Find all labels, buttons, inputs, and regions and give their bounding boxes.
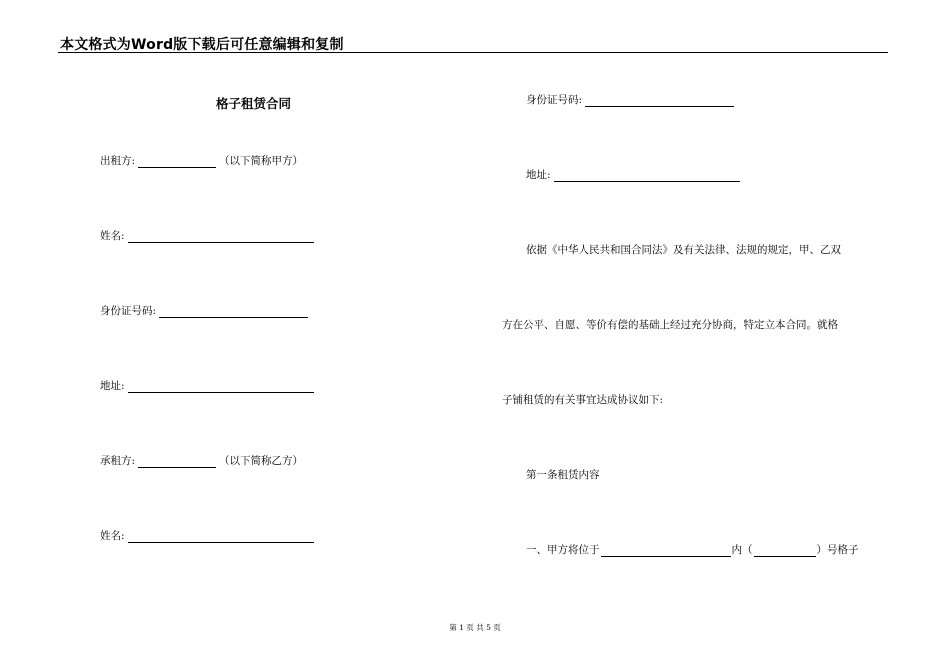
header-divider (58, 52, 888, 53)
lessee-label: 承租方: (100, 455, 136, 467)
lessor-address-line (100, 378, 317, 393)
preamble-line-1: 依据《中华人民共和国合同法》及有关法律、法规的规定，甲、乙双 (526, 244, 841, 256)
lessor-id-line (100, 303, 311, 318)
lessee-name-line (100, 528, 317, 543)
preamble-line-2: 方在公平、自愿、等价有偿的基础上经过充分协商，特定立本合同。就格 (502, 319, 838, 331)
page-number: 第 1 页 共 5 页 (449, 623, 501, 632)
id-label: 身份证号码: (526, 94, 583, 106)
lessee-address-blank[interactable] (554, 170, 740, 182)
lessor-id-blank[interactable] (159, 306, 308, 318)
lessee-address-line (526, 167, 743, 182)
document-title: 格子租赁合同 (216, 96, 292, 111)
lessor-address-blank[interactable] (128, 381, 314, 393)
lessee-id-blank[interactable] (585, 95, 734, 107)
lessee-name-blank[interactable] (128, 531, 314, 543)
id-label: 身份证号码: (100, 305, 157, 317)
lessee-blank[interactable] (138, 456, 216, 468)
preamble-line-3: 子铺租赁的有关事宜达成协议如下: (502, 394, 664, 406)
clause-1-line (526, 542, 859, 557)
lessor-label: 出租方: (100, 155, 136, 167)
header-title: 本文格式为Word版下载后可任意编辑和复制 (60, 37, 344, 53)
lessor-name-blank[interactable] (128, 231, 314, 243)
address-label: 地址: (526, 169, 551, 181)
location-blank[interactable] (601, 545, 731, 557)
lessee-id-line (526, 92, 737, 107)
clause-1-mid: 内（ (731, 544, 753, 556)
lessor-suffix: （以下简称甲方） (219, 155, 304, 167)
article-heading: 第一条租赁内容 (526, 469, 600, 481)
lessee-line (100, 453, 303, 468)
name-label: 姓名: (100, 530, 125, 542)
clause-1-suffix: ）号格子 (816, 544, 859, 556)
lessee-suffix: （以下简称乙方） (219, 455, 304, 467)
clause-1-prefix: 一、甲方将位于 (526, 544, 600, 556)
lessor-line (100, 153, 303, 168)
stall-number-blank[interactable] (754, 545, 816, 557)
address-label: 地址: (100, 380, 125, 392)
lessor-name-line (100, 228, 317, 243)
name-label: 姓名: (100, 230, 125, 242)
lessor-blank[interactable] (138, 156, 216, 168)
